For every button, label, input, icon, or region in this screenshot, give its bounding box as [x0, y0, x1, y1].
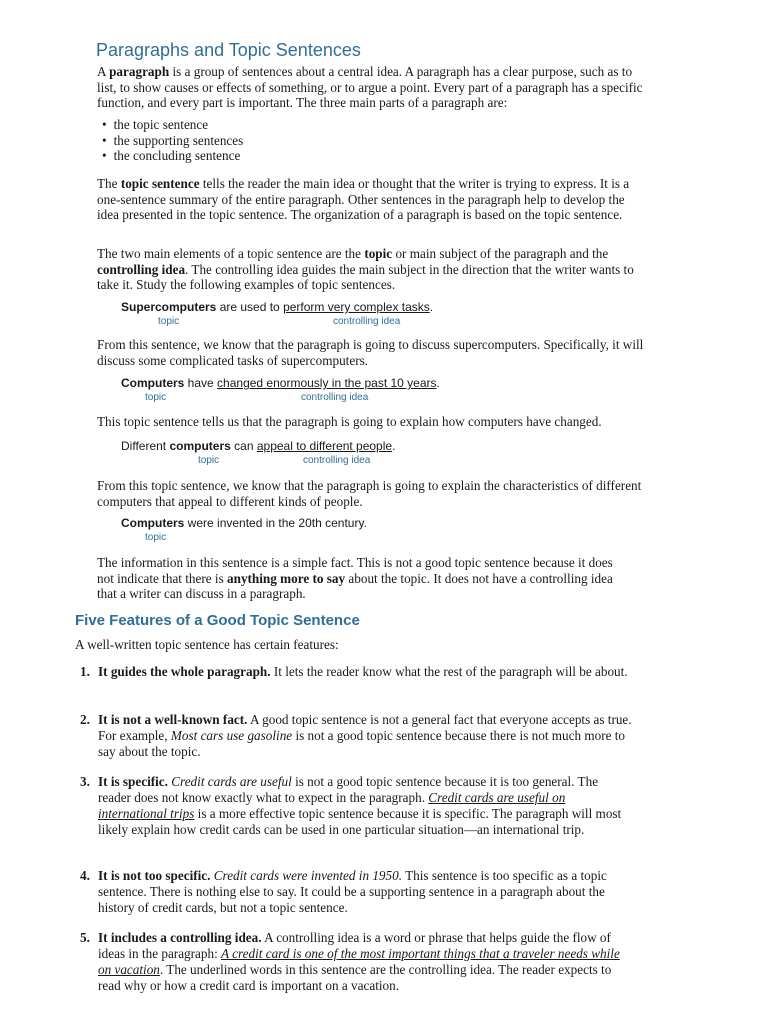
list-item [80, 664, 632, 680]
controlling-idea-label: controlling idea [333, 316, 401, 327]
controlling-idea-label: controlling idea [301, 392, 369, 403]
feature-title: It is specific. [98, 774, 168, 789]
text: is not a good topic sentence because there is not much more to say about the topic. [98, 728, 626, 759]
text: . [429, 300, 434, 314]
italic-example: Credit cards are useful [171, 774, 292, 789]
topic-word: Computers [121, 376, 185, 390]
feature-title: It guides the whole paragraph. [98, 664, 271, 679]
list-item: • the supporting sentences [102, 133, 243, 149]
controlling-idea: perform very complex tasks [283, 300, 430, 314]
list-item [80, 712, 632, 760]
controlling-idea: changed enormously in the past 10 years [217, 376, 437, 390]
list-item: • the concluding sentence [102, 148, 243, 164]
text: is a more effective topic sentence because it is specific. The paragraph will most likely explain how credit cards can be used in one particular situation—an international trip. [98, 806, 622, 837]
controlling-idea-label: controlling idea [303, 455, 371, 466]
feature-title: It is not a well-known fact. [98, 712, 248, 727]
explanation-paragraph: From this topic sentence, we know that the paragraph is going to explain the characteristics of different computers that appeal to different kinds of people. [97, 478, 642, 509]
section-heading: Five Features of a Good Topic Sentence [75, 612, 360, 629]
text: about the topic. It does not have a controlling idea that a writer can discuss in a paragraph. [97, 570, 613, 601]
item-number: 2. [80, 712, 90, 727]
italic-example: Most cars use gasoline [170, 728, 293, 743]
text: or main subject of the paragraph and the [392, 246, 609, 261]
bold-term: anything more to say [227, 570, 346, 586]
text: is a group of sentences about a central idea. A paragraph has a clear purpose, such as to list, to show causes or effects of something, or to argue a point. Every part of a paragraph has a specific function, and every part is important. The three main parts of a paragraph are: [97, 64, 643, 110]
controlling-idea: appeal to different people [256, 439, 393, 453]
example-sentence [121, 439, 395, 453]
item-number: 4. [80, 868, 90, 883]
italic-example: Credit cards are useful on international trips [98, 790, 566, 821]
bold-term: topic sentence [120, 176, 200, 191]
text: have [184, 376, 218, 390]
text: . The controlling idea guides the main subject in the direction that the writer wants to take it. Study the following examples of topic sentences. [97, 261, 634, 292]
item-number: 3. [80, 774, 90, 789]
example-sentence [121, 376, 440, 390]
text: The [97, 176, 121, 191]
topic-label: topic [145, 532, 167, 543]
explanation-paragraph: From this sentence, we know that the paragraph is going to discuss supercomputers. Specifically, it will discuss some complicated tasks of supercomputers. [97, 337, 644, 368]
text: This sentence is too specific as a topic sentence. There is nothing else to say. It could be a supporting sentence in a paragraph about the history of credit cards, but not a topic sentence. [98, 868, 607, 915]
list-item: • the topic sentence [102, 117, 243, 133]
bold-term: topic [364, 246, 393, 261]
topic-word: computers [169, 439, 231, 453]
topic-label: topic [145, 392, 167, 403]
text: A [97, 64, 110, 79]
topic-label: topic [198, 455, 220, 466]
topic-label: topic [158, 316, 180, 327]
features-intro: A well-written topic sentence has certain features: [75, 637, 339, 652]
text: Different [121, 439, 170, 453]
item-number: 5. [80, 930, 90, 945]
topic-sentence-paragraph [97, 176, 645, 223]
italic-example: A credit card is one of the most important things that a traveler needs while on vacation [98, 946, 620, 977]
example-sentence [121, 516, 367, 530]
text: are used to [216, 300, 284, 314]
text: is not a good topic sentence because it is too general. The reader does not know exactly what to expect in the paragraph. [98, 774, 599, 805]
feature-title: It includes a controlling idea. [98, 930, 262, 945]
item-number: 1. [80, 664, 90, 679]
elements-paragraph [97, 246, 645, 293]
list-item [80, 930, 632, 994]
text: can [230, 439, 257, 453]
topic-word: Supercomputers [121, 300, 217, 314]
text: . [392, 439, 396, 453]
bold-term: controlling idea [97, 261, 186, 277]
italic-example: Credit cards were invented in 1950. [213, 868, 403, 883]
list-item [80, 868, 632, 916]
text: tells the reader the main idea or thought that the writer is trying to express. It is a one-sentence summary of the entire paragraph. Other sentences in the paragraph help to develop the idea presented in the topic sentence. The organization of a paragraph is based on the topic sentence. [97, 176, 630, 222]
example-sentence [121, 300, 433, 314]
bold-term: paragraph [109, 64, 170, 79]
text: . The underlined words in this sentence are the controlling idea. The reader expects to read why or how a credit card is important on a vacation. [98, 962, 612, 993]
text: The information in this sentence is a simple fact. This is not a good topic sentence because it does not indicate that there is [97, 555, 613, 586]
text: The two main elements of a topic sentence are the [97, 246, 365, 261]
bullet-list [102, 117, 243, 164]
text: It lets the reader know what the rest of the paragraph will be about. [270, 664, 628, 679]
text: A good topic sentence is not a general fact that everyone accepts as true. For example, [98, 712, 632, 743]
topic-word: Computers [121, 516, 185, 530]
feature-title: It is not too specific. [98, 868, 211, 883]
explanation-paragraph: This topic sentence tells us that the paragraph is going to explain how computers have changed. [97, 414, 602, 429]
text: . [436, 376, 440, 390]
list-item [80, 774, 632, 838]
fact-paragraph [97, 555, 622, 602]
text: were invented in the 20th century. [184, 516, 367, 530]
intro-paragraph [97, 64, 645, 111]
text: A controlling idea is a word or phrase that helps guide the flow of ideas in the paragraph: [98, 930, 611, 961]
section-heading: Paragraphs and Topic Sentences [96, 40, 361, 60]
